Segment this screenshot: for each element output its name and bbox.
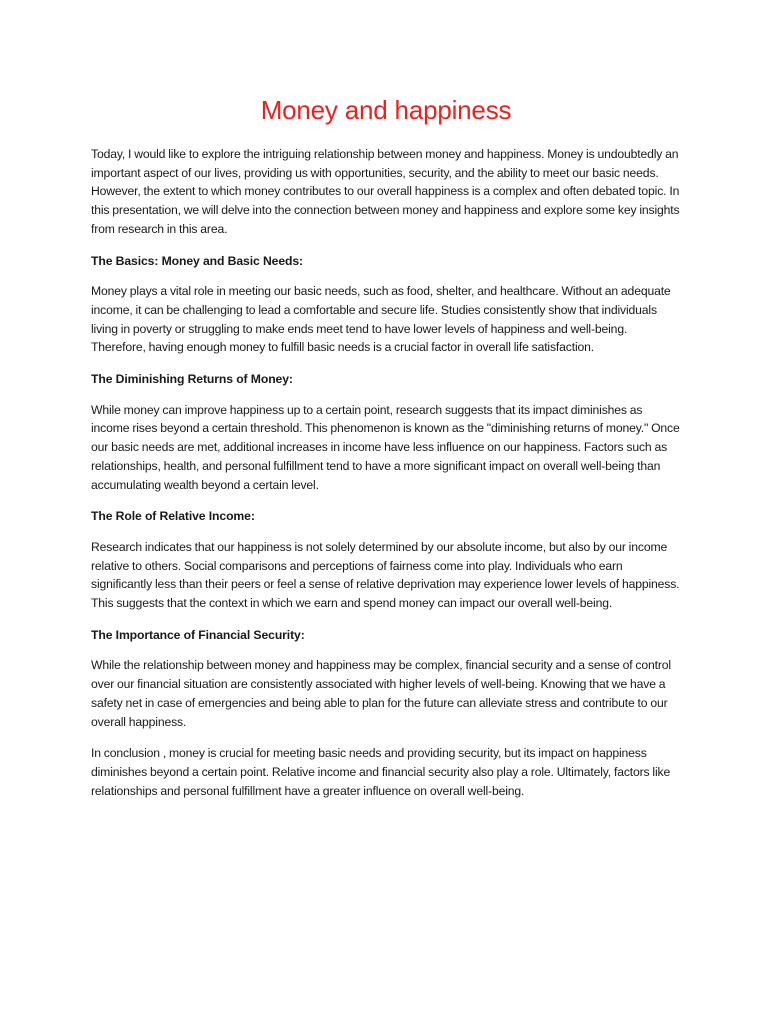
document-title: Money and happiness [260,95,512,125]
conclusion-paragraph: In conclusion , money is crucial for meeting basic needs and providing security, but its impact on happiness diminishes beyond a certain point. Relative income and financial security also play a role. Ultimately, factors like relationships and personal fulfillment have a greater influence on overall well-being. [91,746,671,798]
section-body-diminishing-returns: While money can improve happiness up to a certain point, research suggests that its impact diminishes as income rises beyond a certain threshold. This phenomenon is known as the "diminishing returns of money." Once our basic needs are met, additional increases in income have less influence on our happiness. Factors such as relationships, health, and personal fulfillment tend to have a more significant impact on overall well-being than accumulating wealth beyond a certain level. [91,402,680,492]
section-heading-financial-security: The Importance of Financial Security: [91,627,305,642]
section-body-basic-needs: Money plays a vital role in meeting our basic needs, such as food, shelter, and healthcare. Without an adequate income, it can be challenging to lead a comfortable and secure life. Studies consistently show that individuals living in poverty or struggling to make ends meet tend to have lower levels of happiness and well-being. Therefore, having enough money to fulfill basic needs is a crucial factor in overall life satisfaction. [91,284,671,355]
section-body-relative-income: Research indicates that our happiness is not solely determined by our absolute income, but also by our income relative to others. Social comparisons and perceptions of fairness come into play. Individuals who earn significantly less than their peers or feel a sense of relative deprivation may experience lower levels of happiness. This suggests that the context in which we earn and spend money can impact our overall well-being. [91,539,680,611]
intro-paragraph: Today, I would like to explore the intriguing relationship between money and happiness. Money is undoubtedly an important aspect of our lives, providing us with opportunities, security, and the ability to meet our basic needs. However, the extent to which money contributes to our overall happiness is a complex and often debated topic. In this presentation, we will delve into the connection between money and happiness and explore some key insights from research in this area. [91,147,680,236]
document-content [91,94,681,813]
section-heading-basic-needs: The Basics: Money and Basic Needs: [91,253,303,268]
section-heading-diminishing-returns: The Diminishing Returns of Money: [91,372,293,387]
section-body-financial-security: While the relationship between money and happiness may be complex, financial security and a sense of control over our financial situation are consistently associated with higher levels of well-being. Knowing that we have a safety net in case of emergencies and being able to plan for the future can alleviate stress and contribute to our overall happiness. [91,658,671,729]
section-heading-relative-income: The Role of Relative Income: [91,509,255,524]
